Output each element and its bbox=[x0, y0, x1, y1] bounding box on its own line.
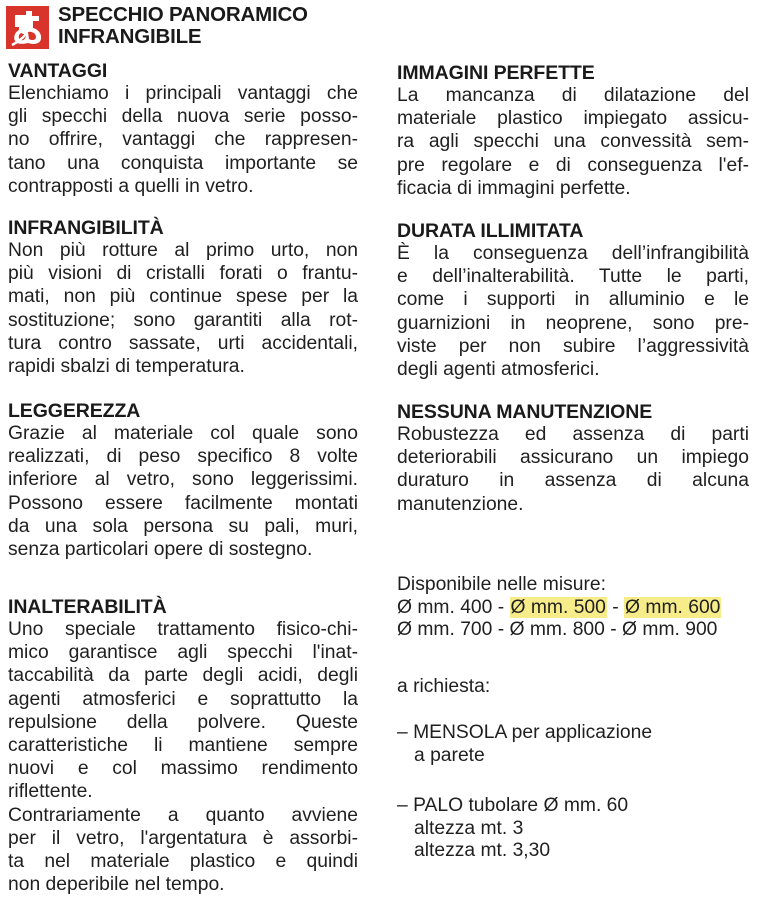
text-line: e dell’inalterabilità. Tutte le parti, bbox=[397, 266, 749, 288]
section-heading: INALTERABILITÀ bbox=[8, 596, 167, 618]
sizes-row-1: Ø mm. 400 - Ø mm. 500 - Ø mm. 600 bbox=[397, 596, 721, 618]
on-request-label-block bbox=[397, 676, 749, 699]
accessory-mensola bbox=[397, 722, 749, 767]
text-line: come i supporti in alluminio e le bbox=[397, 289, 749, 311]
text-line: taccabilità da parte degli acidi, degli bbox=[8, 665, 358, 687]
section-vantaggi bbox=[8, 60, 358, 198]
page-title bbox=[58, 4, 308, 48]
accessory-line: altezza mt. 3 bbox=[414, 817, 524, 839]
text-line: ficacia di immagini perfette. bbox=[397, 177, 631, 199]
text-line: gli specchi della nuova serie posso- bbox=[8, 106, 358, 128]
size-800: Ø mm. 800 bbox=[509, 619, 605, 640]
logo-glyph-icon bbox=[6, 6, 49, 49]
size-400: Ø mm. 400 bbox=[397, 596, 493, 618]
section-body bbox=[8, 422, 358, 561]
text-line: degli agenti atmosferici. bbox=[397, 359, 600, 381]
company-logo-icon bbox=[6, 6, 49, 49]
text-line: no offrire, vantaggi che rappresen- bbox=[8, 129, 358, 151]
text-line: ta nel materiale plastico e quindi bbox=[8, 851, 358, 873]
text-line: mico garantisce agli specchi l'inat- bbox=[8, 642, 358, 664]
text-line: guarnizioni in neoprene, sono pre- bbox=[397, 312, 749, 334]
text-line: materiale plastico impiegato assicu- bbox=[397, 108, 749, 130]
section-nessuna-manutenzione bbox=[397, 401, 749, 516]
accessory-line: a parete bbox=[414, 744, 485, 766]
text-line: da una sola persona su pali, muri, bbox=[8, 515, 358, 537]
section-body bbox=[397, 423, 749, 516]
text-line: non deperibile nel tempo. bbox=[8, 874, 225, 896]
text-line: Grazie al materiale col quale sono bbox=[8, 423, 358, 444]
section-body bbox=[8, 239, 358, 378]
text-line: mati, non più continue spese per la bbox=[8, 286, 358, 308]
section-inalterabilita bbox=[8, 596, 358, 896]
section-heading: IMMAGINI PERFETTE bbox=[397, 62, 595, 84]
size-700: Ø mm. 700 bbox=[397, 619, 493, 640]
section-heading: DURATA ILLIMITATA bbox=[397, 220, 584, 242]
text-line: duraturo in assenza di alcuna bbox=[397, 470, 749, 492]
text-line: viste per non subire l’aggressività bbox=[397, 335, 749, 357]
section-body bbox=[397, 84, 749, 200]
sizes-row-2: Ø mm. 700 - Ø mm. 800 - Ø mm. 900 bbox=[397, 619, 718, 640]
section-body bbox=[397, 242, 749, 381]
text-line: realizzati, di peso specifico 8 volte bbox=[8, 446, 358, 468]
accessory-line: altezza mt. 3,30 bbox=[414, 840, 551, 861]
text-line: riflettente. bbox=[8, 781, 93, 803]
text-line: Elenchiamo i principali vantaggi che bbox=[8, 83, 358, 104]
text-line: manutenzione. bbox=[397, 493, 524, 515]
text-line: tano una conquista importante se bbox=[8, 152, 358, 174]
text-line: ra agli specchi una convessità sem- bbox=[397, 131, 749, 153]
text-line: caratteristiche li mantiene sempre bbox=[8, 735, 358, 757]
text-line: deteriorabili assicurano un impiego bbox=[397, 447, 749, 469]
on-request-label: a richiesta: bbox=[397, 676, 491, 697]
section-leggerezza bbox=[8, 400, 358, 561]
section-body bbox=[8, 82, 358, 198]
section-heading: INFRANGIBILITÀ bbox=[8, 217, 164, 239]
sizes-label: Disponibile nelle misure: bbox=[397, 574, 606, 595]
text-line: tura contro sassate, urti accidentali, bbox=[8, 332, 358, 354]
text-line: È la conseguenza dell’infrangibilità bbox=[397, 243, 749, 264]
text-line: Robustezza ed assenza di parti bbox=[397, 424, 749, 445]
text-line: più visioni di cristalli forati o frantu- bbox=[8, 263, 358, 285]
text-line: Uno speciale trattamento fisico-chi- bbox=[8, 619, 358, 640]
text-line: Possono essere facilmente montati bbox=[8, 492, 358, 514]
section-heading: NESSUNA MANUTENZIONE bbox=[397, 401, 653, 423]
text-line: pre regolare e di conseguenza l'ef- bbox=[397, 154, 749, 176]
section-durata-illimitata bbox=[397, 220, 749, 381]
available-sizes bbox=[397, 574, 749, 642]
size-500-highlighted: Ø mm. 500 bbox=[510, 596, 606, 618]
text-line: repulsione della polvere. Queste bbox=[8, 711, 358, 733]
title-line-2: INFRANGIBILE bbox=[58, 25, 202, 48]
text-line: sostituzione; sono garantiti alla rot- bbox=[8, 309, 358, 331]
size-600-highlighted: Ø mm. 600 bbox=[625, 596, 721, 618]
text-line: agenti atmosferici e soprattutto la bbox=[8, 688, 358, 710]
title-line-1: SPECCHIO PANORAMICO bbox=[58, 3, 308, 26]
section-body bbox=[8, 618, 358, 896]
text-line: contrapposti a quelli in vetro. bbox=[8, 175, 254, 197]
accessory-line: – PALO tubolare Ø mm. 60 bbox=[397, 795, 629, 816]
text-line: Non più rotture al primo urto, non bbox=[8, 240, 358, 261]
accessory-line: – MENSOLA per applicazione bbox=[397, 722, 653, 743]
size-900: Ø mm. 900 bbox=[622, 619, 718, 640]
text-line: senza particolari opere di sostegno. bbox=[8, 539, 313, 561]
section-heading: VANTAGGI bbox=[8, 60, 108, 82]
text-line: rapidi sbalzi di temperatura. bbox=[8, 356, 245, 378]
section-immagini-perfette bbox=[397, 62, 749, 200]
section-heading: LEGGEREZZA bbox=[8, 400, 141, 422]
section-infrangibilita bbox=[8, 217, 358, 378]
text-line: nuovi e col massimo rendimento bbox=[8, 758, 358, 780]
accessory-palo bbox=[397, 795, 749, 863]
text-line: La mancanza di dilatazione del bbox=[397, 85, 749, 106]
text-line: per il vetro, l'argentatura è assorbi- bbox=[8, 827, 358, 849]
text-line: inferiore al vetro, sono leggerissimi. bbox=[8, 469, 358, 491]
text-line: Contrariamente a quanto avviene bbox=[8, 804, 358, 826]
document-header bbox=[6, 4, 308, 54]
